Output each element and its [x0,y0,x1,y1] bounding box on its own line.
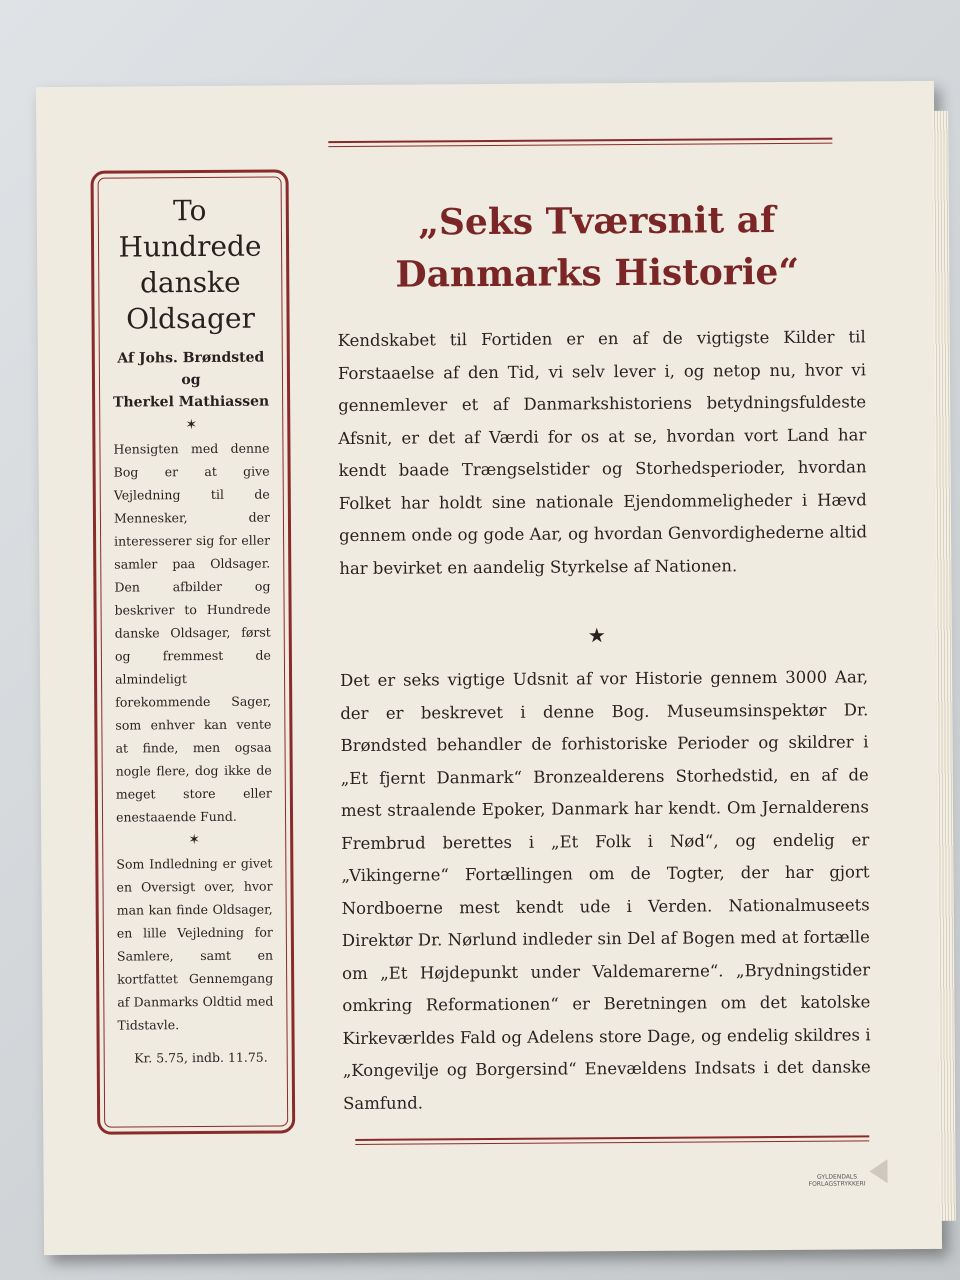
corner-triangle-mark [869,1159,887,1183]
sidebar-advert-box [91,169,296,1134]
printer-imprint [809,1173,866,1187]
sidebar-author-line: Af Johs. Brøndsted og [117,349,265,389]
sidebar-title [108,193,273,338]
sidebar-price: Kr. 5.75, indb. 11.75. [134,1049,268,1066]
sidebar-title-line: To [172,193,207,228]
sidebar-title-line: Oldsager [126,301,256,336]
imprint-line: GYLDENDALS [817,1173,858,1181]
main-title-line: Danmarks Historie“ [395,250,800,296]
sidebar-paragraph-1: Hensigten med denne Bog er at give Vejledning til de Mennesker, der interesserer sig for eller samler paa Oldsager. Den afbilder og beskriver to Hundrede danske Oldsager, først og fremmest de almindeligt forekommende Sager, som enhver kan vente at finde, men ogsaa nogle flere, dog ikke de meget store eller enestaaende Fund. [113,440,272,825]
main-paragraph-1: Kendskabet til Fortiden er en af de vigtigste Kilder til Forstaaelse af den Tid, vi selv lever i, og netop nu, hvor vi gennemlever et af Danmarkshistoriens betydningsfuldeste Afsnit, er det af Værdi for os at se, hvordan vort Land har kendt baade Trængselstider og Storhedsperioder, hvordan Folket har holdt sine nationale Ejendommeligheder i Hævd gennem onde og gode Aar, og hvordan Genvordighederne altid har bevirket en aandelig Styrkelse af Nationen. [337,327,868,578]
sidebar-title-line: danske [139,265,241,300]
bottom-divider-rule [355,1135,869,1145]
sidebar-star-icon: ✶ [185,417,198,434]
main-title-line: „Seks Tværsnit af [418,198,776,244]
main-paragraph-2: Det er seks vigtige Udsnit af vor Historie gennem 3000 Aar, der er beskrevet i denne Bog. Museumsinspektør Dr. Brøndsted behandler de forhistoriske Perioder og skildrer i „Et fjernt Danmark“ Bronzealderens Storhedstid, en af de mest straalende Epoker, Danmark har kendt. Om Jernalderens Frembrud berettes i „Et Folk i Nød“, og endelig er „Vikingerne“ Fortællingen om de Togter, der har gjort Nordboerne mest kendt ude i Verden. Nationalmuseets Direktør Dr. Nørlund indleder sin Del af Bogen med at fortælle om „Et Højdepunkt under Valdemarerne“. „Brydningstider omkring Reformationen“ er Beretningen om det katolske Kirkeværldes Fald og Adelens store Dage, og endelig skildres i „Kongevilje og Borgersind“ Enevældens Indsats i det danske Samfund. [340,667,871,1113]
sidebar-title-line: Hundrede [118,229,262,264]
top-divider-rule [328,138,832,148]
page-edge [932,111,956,1221]
sidebar-paragraph-2: Som Indledning er givet en Oversigt over, hvor man kan finde Oldsager, en lille Vejledning for Samlere, samt en kortfattet Gennemgang af Danmarks Oldtid med Tidstavle. [116,855,274,1033]
sidebar-author-line: Therkel Mathiassen [113,393,270,411]
imprint-line: FORLAGSTRYKKERI [808,1180,866,1188]
sidebar-star-icon: ✶ [188,832,201,849]
sidebar-authors [109,347,273,414]
main-title [337,193,858,301]
main-star-icon: ★ [587,623,606,648]
book-back-cover [36,81,942,1255]
